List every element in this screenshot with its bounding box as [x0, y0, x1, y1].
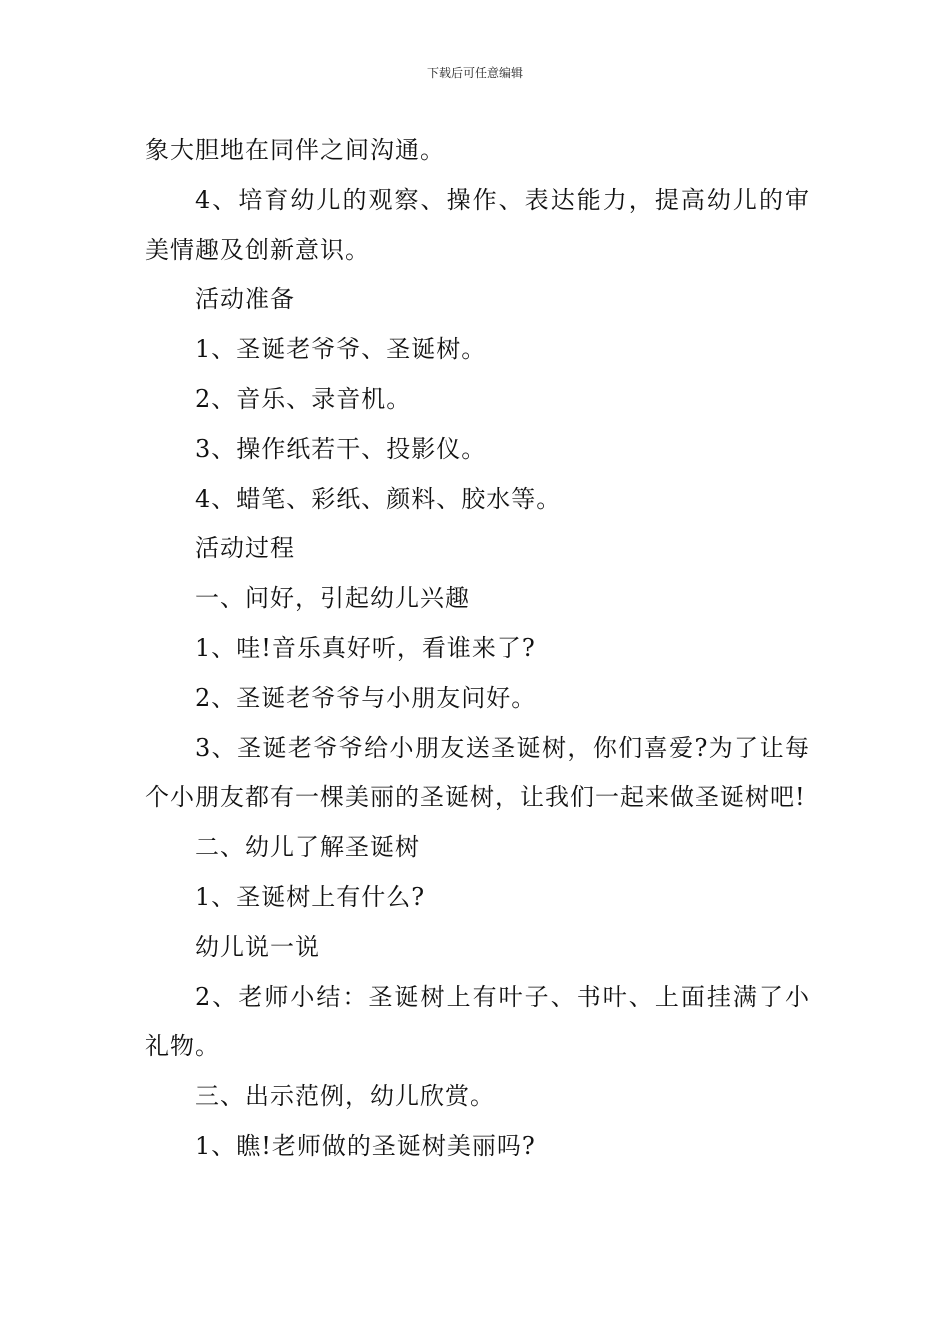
paragraph-17: 三、出示范例，幼儿欣赏。 [195, 1082, 495, 1111]
section-heading-process: 活动过程 [195, 534, 295, 563]
paragraph-1: 象大胆地在同伴之间沟通。 [145, 136, 445, 164]
paragraph-18: 1、瞧!老师做的圣诞树美丽吗? [195, 1131, 536, 1160]
paragraph-9: 一、问好，引起幼儿兴趣 [195, 584, 470, 613]
paragraph-5: 2、音乐、录音机。 [195, 384, 412, 413]
paragraph-11: 2、圣诞老爷爷与小朋友问好。 [195, 683, 537, 712]
paragraph-7: 4、蜡笔、彩纸、颜料、胶水等。 [195, 484, 562, 513]
paragraph-2: 4、培育幼儿的观察、操作、表达能力，提高幼儿的审美情趣及创新意识。 [145, 185, 810, 264]
document-body [145, 126, 810, 1172]
page-header: 下载后可任意编辑 [426, 66, 523, 80]
section-heading-preparation: 活动准备 [195, 285, 295, 314]
paragraph-14: 1、圣诞树上有什么? [195, 882, 426, 911]
paragraph-6: 3、操作纸若干、投影仪。 [195, 434, 487, 463]
paragraph-16: 2、老师小结：圣诞树上有叶子、书叶、上面挂满了小礼物。 [145, 982, 810, 1061]
paragraph-4: 1、圣诞老爷爷、圣诞树。 [195, 335, 487, 364]
paragraph-10: 1、哇!音乐真好听，看谁来了? [195, 633, 536, 662]
paragraph-13: 二、幼儿了解圣诞树 [195, 833, 420, 862]
paragraph-12: 3、圣诞老爷爷给小朋友送圣诞树，你们喜爱?为了让每个小朋友都有一棵美丽的圣诞树，让我们一起来做圣诞树吧! [145, 733, 810, 812]
paragraph-15: 幼儿说一说 [195, 932, 320, 961]
